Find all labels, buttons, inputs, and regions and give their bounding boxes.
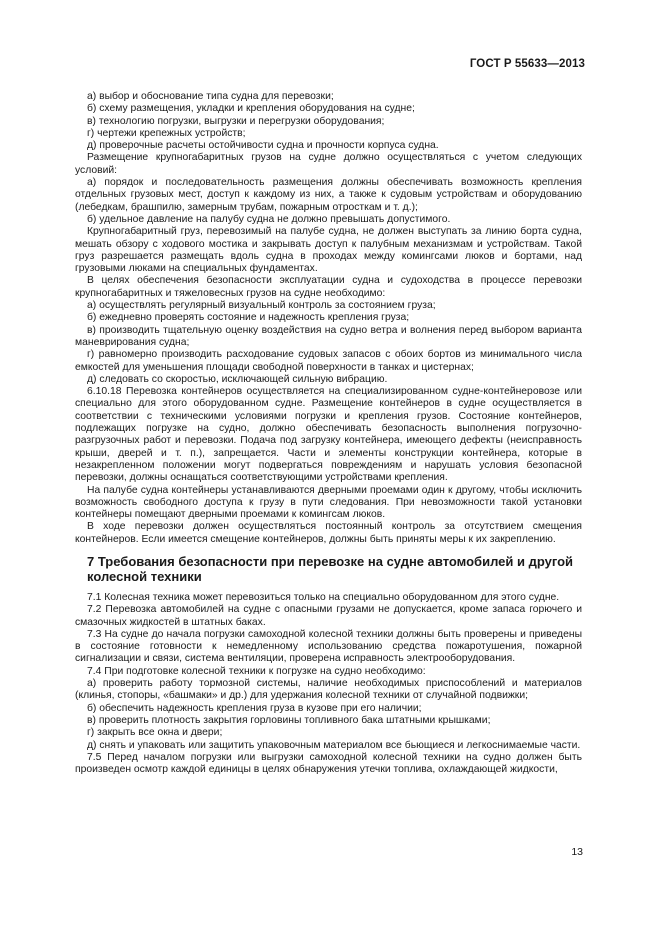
list-item: д) проверочные расчеты остойчивости судна и прочности корпуса судна.: [87, 140, 439, 152]
paragraph: В целях обеспечения безопасности эксплуатации судна и судоходства в процессе перевозки крупногабаритных и тяжеловесных грузов на судне необходимо:: [75, 275, 582, 299]
paragraph: На палубе судна контейнеры устанавливаются дверными проемами один к другому, чтобы исключить возможность свободного доступа к грузу в пути следования. При невозможности такой установки контейнеры помещают дверными проемами к комингсам люков.: [75, 484, 582, 521]
paragraph: 6.10.18 Перевозка контейнеров осуществляется на специализированном судне-контейнеровозе или специально для этого оборудованном судне. Размещение контейнеров в судне осуществляется в соответствии с техническими условиями погрузки и крепления грузов. Состояние контейнеров, подлежащих погрузке на судно, должно обеспечивать безопасность выполнения погрузочно-разгрузочных работ и перевозки. Подача под загрузку контейнера, имеющего дефекты (неисправность крыши, дверей и т. п.), запрещается. Части и элементы конструкции контейнера, которые в незакрепленном положении могут подвергаться повреждениям и нарушать условия безопасной перевозки, должны оснащаться соответствующими устройствами крепления.: [75, 386, 582, 484]
standard-code: ГОСТ Р 55633—2013: [469, 58, 585, 70]
paragraph: В ходе перевозки должен осуществляться постоянный контроль за отсутствием смещения контейнеров. Если имеется смещение контейнеров, должны быть приняты меры к их закреплению.: [75, 521, 582, 545]
list-item: б) ежедневно проверять состояние и надежность крепления груза;: [87, 312, 410, 324]
list-item: а) проверить работу тормозной системы, наличие необходимых приспособлений и материалов (клинья, стопоры, «башмаки» и др.) для удержания колесной техники от случайной подвижки;: [75, 678, 582, 702]
paragraph: 7.2 Перевозка автомобилей на судне с опасными грузами не допускается, кроме запаса горючего и смазочных жидкостей в штатных баках.: [75, 604, 582, 628]
page-body: [75, 91, 582, 776]
paragraph: 7.3 На судне до начала погрузки самоходной колесной техники должны быть проверены и приведены в состояние готовности к немедленному использованию средства пожаротушения, пожарной сигнализации и связи, система вентиляции, проверена исправность электрооборудования.: [75, 628, 582, 665]
list-item: в) проверить плотность закрытия горловины топливного бака штатными крышками;: [87, 714, 491, 726]
list-item: а) выбор и обоснование типа судна для перевозки;: [87, 91, 334, 102]
paragraph: 7.4 При подготовке колесной техники к погрузке на судно необходимо:: [87, 665, 426, 677]
paragraph: 7.5 Перед началом погрузки или выгрузки самоходной колесной техники на судно должен быть произведен осмотр каждой единицы в целях обнаружения утечки топлива, охлаждающей жидкости,: [75, 751, 582, 776]
list-item: д) следовать со скоростью, исключающей сильную вибрацию.: [87, 373, 388, 385]
list-item: б) обеспечить надежность крепления груза в кузове при его наличии;: [87, 702, 422, 714]
list-item: г) чертежи крепежных устройств;: [87, 127, 246, 139]
paragraph: Размещение крупногабаритных грузов на судне должно осуществляться с учетом следующих условий:: [75, 152, 582, 176]
list-item: а) порядок и последовательность размещения должны обеспечивать возможность крепления отдельных грузовых мест, доступ к каждому из них, а также к судовым устройствам и оборудованию (лебедкам, брашпилю, замерным трубам, пожарным отросткам и т. д.);: [75, 177, 582, 213]
paragraph: Крупногабаритный груз, перевозимый на палубе судна, не должен выступать за линию борта судна, мешать обзору с ходового мостика и закрывать доступ к палубным механизмам и устройствам. Такой груз разрешается размещать вдоль судна в проходах между комингсами люков и бортами, над грузовыми люками на специальных фундаментах.: [75, 226, 582, 275]
section-heading: 7 Требования безопасности при перевозке на судне автомобилей и другой колесной техники: [87, 553, 574, 585]
list-item: в) технологию погрузки, выгрузки и перегрузки оборудования;: [87, 115, 385, 127]
list-item: б) удельное давление на палубу судна не должно превышать допустимого.: [87, 213, 451, 225]
list-item: в) производить тщательную оценку воздействия на судно ветра и волнения перед выбором варианта маневрирования судна;: [75, 324, 582, 348]
page-number: 13: [571, 846, 583, 858]
list-item: б) схему размещения, укладки и крепления оборудования на судне;: [87, 103, 415, 115]
list-item: д) снять и упаковать или защитить упаковочным материалом все бьющиеся и легкоснимаемые части.: [87, 739, 581, 751]
list-item: г) равномерно производить расходование судовых запасов с обоих бортов из минимального числа емкостей для уменьшения площади свободной поверхности в танках и цистернах;: [75, 349, 582, 373]
list-item: а) осуществлять регулярный визуальный контроль за состоянием груза;: [87, 300, 436, 312]
paragraph: 7.1 Колесная техника может перевозиться только на специально оборудованном для этого судне.: [87, 591, 560, 603]
list-item: г) закрыть все окна и двери;: [87, 727, 223, 739]
